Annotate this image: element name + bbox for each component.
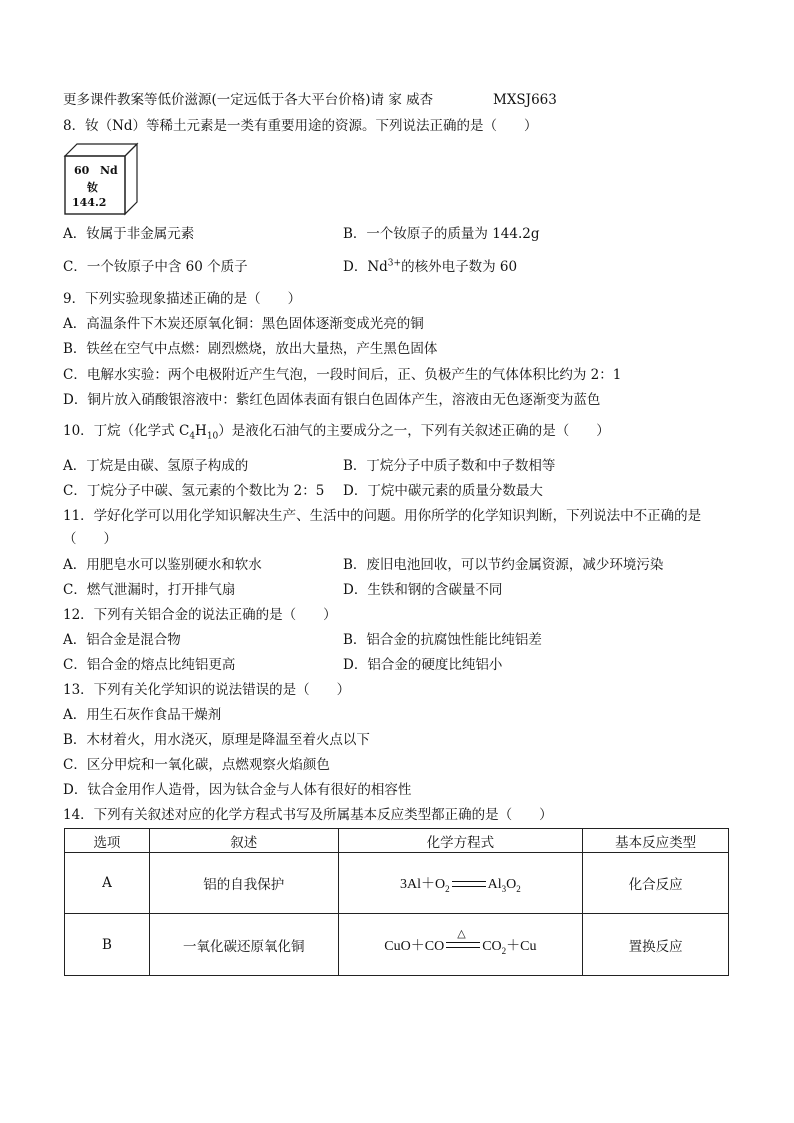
ad-line [63,91,433,109]
q9-option-d: D．铜片放入硝酸银溶液中：紫红色固体表面有银白色固体产生，溶液由无色逐渐变为蓝色 [63,392,601,408]
q12-option-a: A．铝合金是混合物 [63,632,181,648]
q10-option-d: D．丁烷中碳元素的质量分数最大 [343,483,543,499]
q13-stem: 13．下列有关化学知识的说法错误的是（ ） [63,682,351,698]
row-a-type: 化合反应 [583,853,729,914]
heat-condition: △ [457,928,466,941]
q11-stem: 11．学好化学可以用化学知识解决生产、生活中的问题。用你所学的化学知识判断，下列说法中不正确的是 [63,508,702,524]
row-b-desc: 一氧化碳还原氧化铜 [149,914,338,976]
table-header-row [65,829,729,853]
q9-option-c: C．电解水实验：两个电极附近产生气泡，一段时间后，正、负极产生的气体体积比约为 2：1 [63,367,622,383]
q13-option-b: B．木材着火，用水浇灭，原理是降温至着火点以下 [63,732,370,748]
row-a-option: A [65,853,150,914]
q11-stem-paren: （ ） [63,531,117,547]
header-option: 选项 [65,829,150,853]
q9-option-a: A．高温条件下木炭还原氧化铜：黑色固体逐渐变成光亮的铜 [63,316,424,332]
q10-stem: 10．丁烷（化学式 $C_4H_{10}$）是液化石油气的主要成分之一，下列有关叙述正确的是（ ） [63,423,610,442]
q13-option-a: A．用生石灰作食品干燥剂 [63,707,222,723]
row-a-desc: 铝的自我保护 [149,853,338,914]
ad-code: MXSJ663 [493,92,557,108]
element-name: 钕 [87,181,98,194]
element-symbol: Nd [100,164,118,177]
nd-ion: $Nd^{3+}$ [367,258,402,275]
q8-option-a: A．钕属于非金属元素 [63,226,195,242]
q13-option-d: D．钛合金用作人造骨，因为钛合金与人体有很好的相容性 [63,782,412,798]
q12-option-c: C．铝合金的熔点比纯铝更高 [63,657,236,673]
header-desc: 叙述 [149,829,338,853]
row-b-type: 置换反应 [583,914,729,976]
q12-option-b: B．铝合金的抗腐蚀性能比纯铝差 [343,632,542,648]
q14-table [64,828,729,976]
q9-option-b: B．铁丝在空气中点燃：剧烈燃烧，放出大量热，产生黑色固体 [63,341,438,357]
row-b-option: B [65,914,150,976]
header-type: 基本反应类型 [583,829,729,853]
q14-stem: 14．下列有关叙述对应的化学方程式书写及所属基本反应类型都正确的是（ ） [63,807,553,823]
q8-option-b: B．一个钕原子的质量为 144.2g [343,226,540,242]
q8-option-d: D．$Nd^{3+}$的核外电子数为 60 [343,258,518,275]
element-number: 60 [74,164,90,177]
q10-option-b: B．丁烷分子中质子数和中子数相等 [343,458,556,474]
row-a-equation: $3Al+O_2$ $Al_3O_2$ [338,853,583,914]
element-cube [63,142,139,216]
q8-option-c: C．一个钕原子中含 60 个质子 [63,259,248,275]
q8-stem: 8．钕（Nd）等稀土元素是一类有重要用途的资源。下列说法正确的是（ ） [63,118,538,134]
element-mass: 144.2 [72,196,107,209]
header-equation: 化学方程式 [338,829,583,853]
equals-sign-icon [446,928,480,948]
q11-option-a: A．用肥皂水可以鉴别硬水和软水 [63,557,262,573]
q9-stem: 9．下列实验现象描述正确的是（ ） [63,291,302,307]
q10-option-c: C．丁烷分子中碳、氢元素的个数比为 2：5 [63,483,325,499]
q11-option-b: B．废旧电池回收，可以节约金属资源，减少环境污染 [343,557,664,573]
ad-text: 更多课件教案等低价滋源(一定远低于各大平台价格)请 家 威杏 [63,92,434,108]
table-row [65,853,729,914]
q12-stem: 12．下列有关铝合金的说法正确的是（ ） [63,607,337,623]
q11-option-d: D．生铁和钢的含碳量不同 [343,582,503,598]
q11-option-c: C．燃气泄漏时，打开排气扇 [63,582,236,598]
q12-option-d: D．铝合金的硬度比纯铝小 [343,657,503,673]
row-b-equation: CuO＋CO △ $CO_2+Cu$ [338,914,583,976]
q10-option-a: A．丁烷是由碳、氢原子构成的 [63,458,249,474]
q13-option-c: C．区分甲烷和一氧化碳，点燃观察火焰颜色 [63,757,330,773]
equals-sign-icon [452,881,486,887]
table-row [65,914,729,976]
